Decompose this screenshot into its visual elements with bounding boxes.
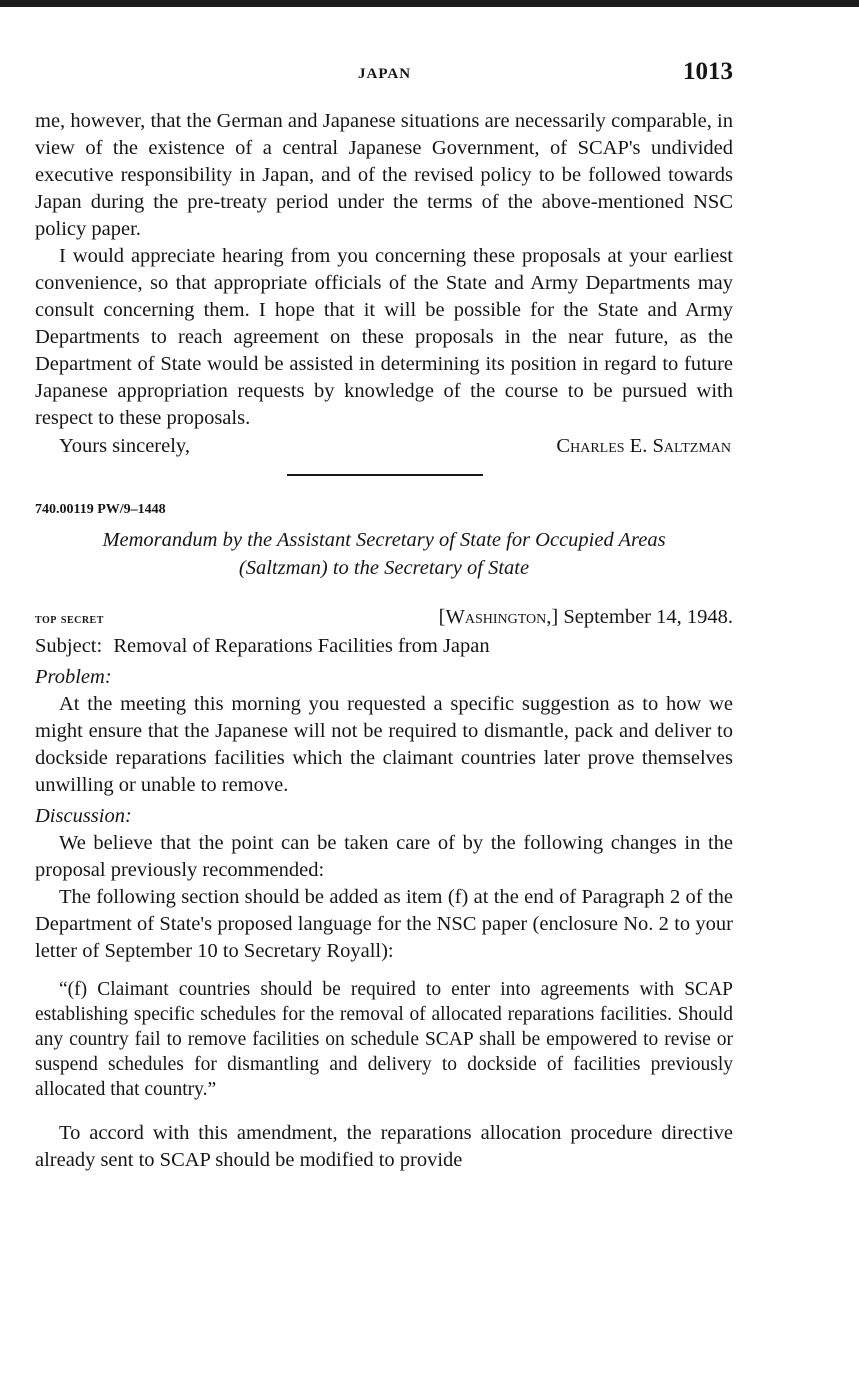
problem-heading: Problem: [35,666,112,688]
scan-edge [0,0,859,7]
letter-paragraph-2: I would appreciate hearing from you concerning these proposals at your earliest convenience, so that appropriate officials of the State and Army Departments may consult concerning them. I hope that it will be possible for the State and Army Departments to reach agreement on these proposals in the near future, as the Department of State would be assisted in determining its position in regard to future Japanese appropriation requests by knowledge of the course to be pursued with respect to these proposals. [35,245,733,429]
subject-text: Removal of Reparations Facilities from Japan [113,635,490,657]
subject-label: Subject: [35,635,103,657]
page-number: 1013 [683,58,733,85]
discussion-paragraph-1: We believe that the point can be taken care of by the following changes in the proposal previously recommended: [35,832,733,881]
signature: Charles E. Saltzman [556,435,731,457]
closing-salutation: Yours sincerely, [59,435,190,457]
letter-paragraph-1: me, however, that the German and Japanese situations are necessarily comparable, in view of the existence of a central Japanese Government, of SCAP's undivided executive responsibility in Japan, and of the revised policy to be followed towards Japan during the pre-treaty period under the terms of the above-mentioned NSC policy paper. [35,110,733,240]
place-date [439,604,733,631]
section-divider [287,474,483,476]
memo-title-line-2: (Saltzman) to the Secretary of State [238,557,530,579]
problem-paragraph: At the meeting this morning you requested a specific suggestion as to how we might ensure that the Japanese will not be required to dismantle, pack and deliver to dockside reparations facilities which the claimant countries later prove themselves unwilling or unable to remove. [35,693,733,796]
place: [Washington,] [438,606,559,628]
memo-title-line-1: Memorandum by the Assistant Secretary of State for Occupied Areas [102,529,666,551]
body-text [35,108,733,1174]
discussion-heading: Discussion: [35,805,132,827]
letter-closing [35,433,733,460]
file-reference: 740.00119 PW/9–1448 [35,502,166,517]
quoted-amendment [35,977,733,1102]
memo-title [35,526,733,582]
classification: top secret [35,612,104,627]
quote-text: “(f) Claimant countries should be required to enter into agreements with SCAP establishing specific schedules for the removal of allocated reparations facilities. Should any country fail to remove facilities on schedule SCAP shall be empowered to revise or suspend schedules for dismantling and delivery to dockside of facilities previously allocated that country.” [35,979,733,1100]
subject-line [35,633,733,660]
dateline [35,604,733,633]
discussion-paragraph-2: The following section should be added as item (f) at the end of Paragraph 2 of the Department of State's proposed language for the NSC paper (enclosure No. 2 to your letter of September 10 to Secretary Royall): [35,886,733,962]
running-header: JAPAN [358,66,412,82]
final-paragraph: To accord with this amendment, the reparations allocation procedure directive already sent to SCAP should be modified to provide [35,1122,733,1171]
date: September 14, 1948. [563,606,733,628]
